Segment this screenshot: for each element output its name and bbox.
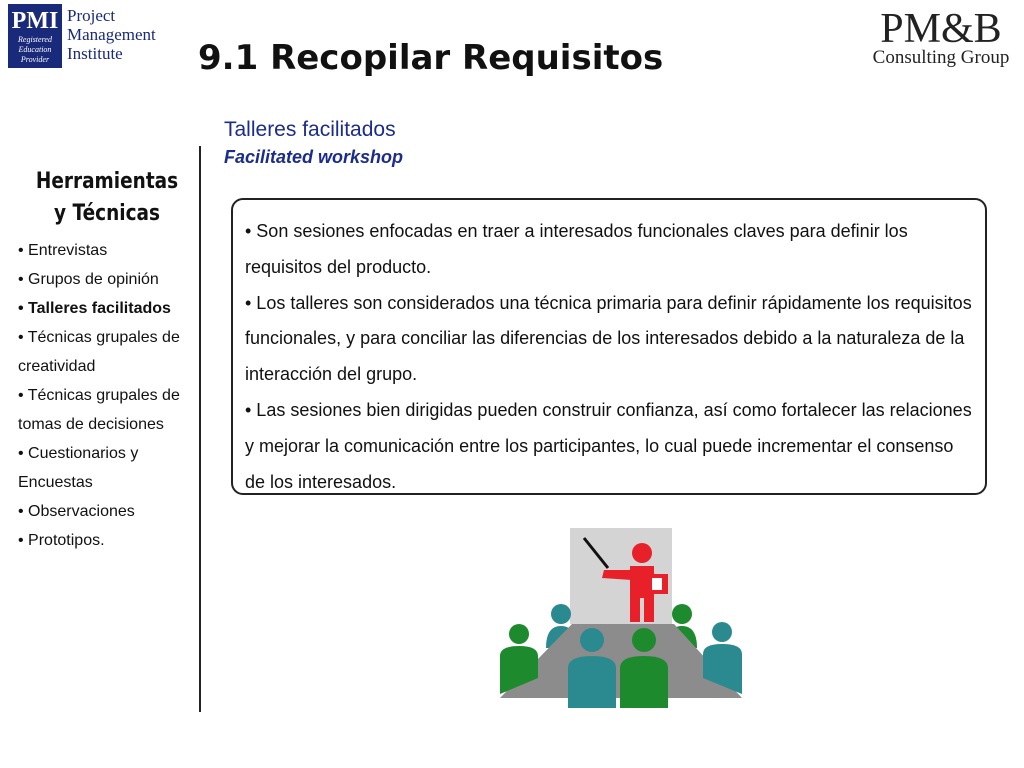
list-item: • Técnicas grupales de tomas de decisiones <box>18 387 180 433</box>
pmi-badge-mark: PMI <box>11 8 59 34</box>
workshop-illustration <box>496 526 746 710</box>
bullet-paragraph: • Los talleres son considerados una técnica primaria para definir rápidamente los requisitos funcionales, y para conciliar las diferencias de los interesados debido a la naturaleza de la interacción del grupo. <box>245 292 972 385</box>
pmb-logo <box>868 8 1014 68</box>
section-title: Talleres facilitados <box>224 118 396 141</box>
list-item: • Prototipos. <box>18 532 105 549</box>
pmb-logo-subtitle: Consulting Group <box>872 47 1010 68</box>
list-item: • Técnicas grupales de creatividad <box>18 329 180 375</box>
sidebar <box>18 166 196 555</box>
sidebar-heading-line: y Técnicas <box>53 201 161 226</box>
pmb-logo-mark: PM&B <box>880 6 1002 52</box>
tools-techniques-list <box>18 236 196 555</box>
pmi-badge-line: Provider <box>20 55 50 64</box>
page-title: 9.1 Recopilar Requisitos <box>198 38 664 78</box>
bullet-paragraph: • Son sesiones enfocadas en traer a interesados funcionales claves para definir los requisitos del producto. <box>245 221 908 277</box>
bullet-paragraph: • Las sesiones bien dirigidas pueden construir confianza, así como fortalecer las relaciones y mejorar la comunicación entre los participantes, lo cual puede incrementar el consenso de los interesados. <box>245 399 972 492</box>
list-item: • Grupos de opinión <box>18 271 159 288</box>
pmi-badge-line: Registered <box>18 35 52 44</box>
list-item: • Observaciones <box>18 503 135 520</box>
vertical-divider <box>199 146 201 712</box>
pmi-logo-line: Project <box>67 6 116 25</box>
list-item: • Cuestionarios y Encuestas <box>18 445 139 491</box>
pmi-badge-icon <box>8 4 62 68</box>
list-item: • Entrevistas <box>18 242 108 259</box>
pmi-logo-line: Management <box>67 25 156 44</box>
pmi-logo <box>4 2 154 68</box>
list-item-active: • Talleres facilitados <box>18 300 171 317</box>
sidebar-heading-line: Herramientas <box>35 169 179 194</box>
pmi-logo-text <box>67 6 156 63</box>
pmi-badge-line: Education <box>18 45 52 54</box>
sidebar-heading <box>32 166 182 230</box>
description-box <box>231 198 987 495</box>
section-subtitle-english: Facilitated workshop <box>224 147 404 167</box>
pmi-logo-line: Institute <box>67 44 123 63</box>
